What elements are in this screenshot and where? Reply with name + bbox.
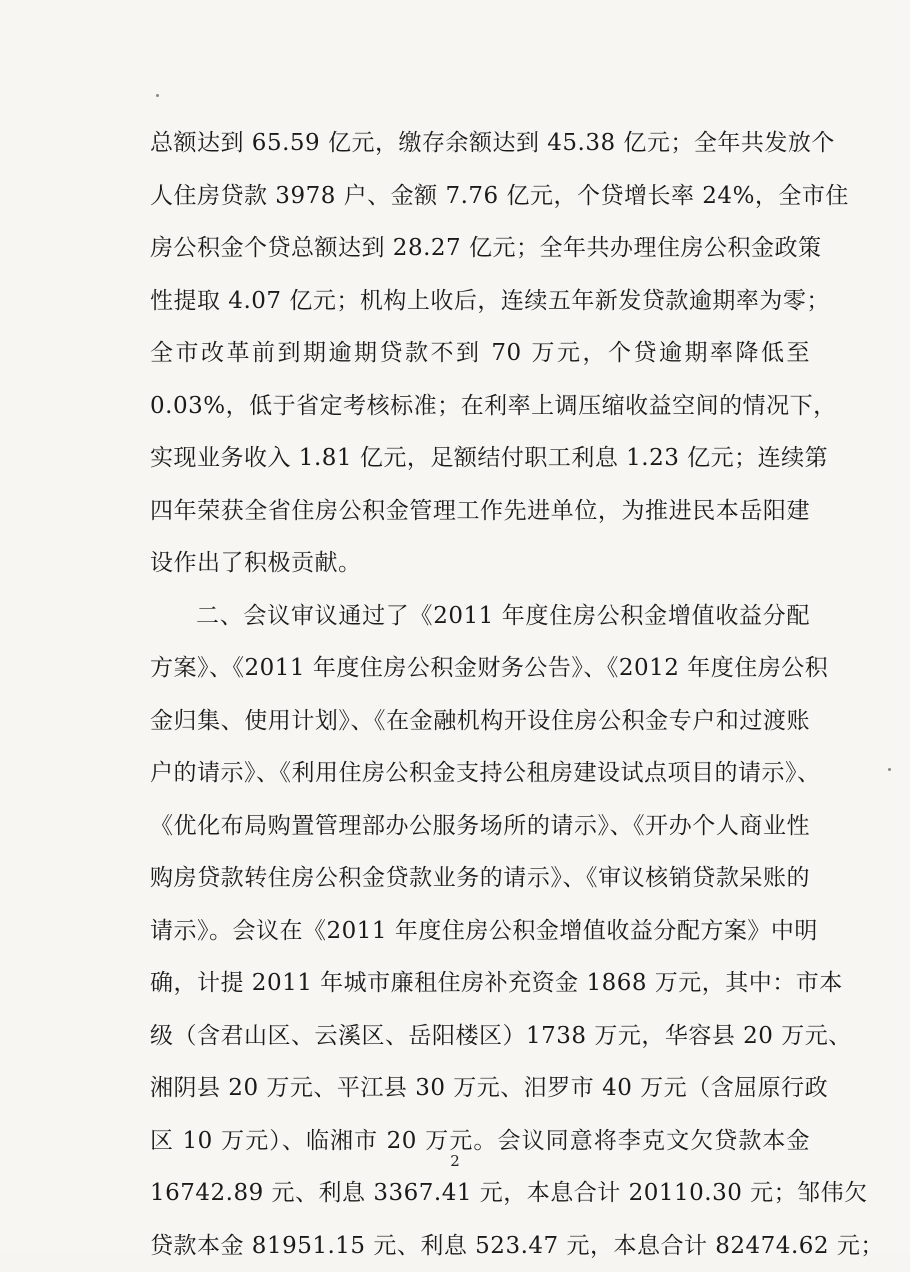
text-line: 16742.89 元、利息 3367.41 元，本息合计 20110.30 元；邹伟欠 [150, 1167, 810, 1220]
page-number: 2 [0, 1152, 910, 1170]
scan-speck [888, 768, 891, 771]
text-line: 湘阴县 20 万元、平江县 30 万元、汨罗市 40 万元（含屈原行政 [150, 1062, 810, 1115]
text-line: 户的请示》、《利用住房公积金支持公租房建设试点项目的请示》、 [150, 747, 810, 800]
scan-speck [156, 94, 159, 97]
document-body [150, 117, 810, 1272]
text-line: 级（含君山区、云溪区、岳阳楼区）1738 万元，华容县 20 万元、 [150, 1010, 810, 1063]
text-line: 全市改革前到期逾期贷款不到 70 万元，个贷逾期率降低至 [150, 327, 810, 380]
paragraph-start-line: 二、会议审议通过了《2011 年度住房公积金增值收益分配 [150, 590, 810, 643]
text-line: 《优化布局购置管理部办公服务场所的请示》、《开办个人商业性 [150, 800, 810, 853]
paragraph-end-line: 设作出了积极贡献。 [150, 537, 810, 590]
text-line: 区 10 万元）、临湘市 20 万元。会议同意将李克文欠贷款本金 [150, 1115, 810, 1168]
text-line: 四年荣获全省住房公积金管理工作先进单位，为推进民本岳阳建 [150, 485, 810, 538]
text-line: 实现业务收入 1.81 亿元，足额结付职工利息 1.23 亿元；连续第 [150, 432, 810, 485]
text-line: 性提取 4.07 亿元；机构上收后，连续五年新发贷款逾期率为零； [150, 275, 810, 328]
text-line: 房公积金个贷总额达到 28.27 亿元；全年共办理住房公积金政策 [150, 222, 810, 275]
text-line: 金归集、使用计划》、《在金融机构开设住房公积金专户和过渡账 [150, 695, 810, 748]
text-line: 请示》。会议在《2011 年度住房公积金增值收益分配方案》中明 [150, 905, 810, 958]
text-line: 总额达到 65.59 亿元，缴存余额达到 45.38 亿元；全年共发放个 [150, 117, 810, 170]
text-line: 贷款本金 81951.15 元、利息 523.47 元，本息合计 82474.62 元； [150, 1220, 810, 1272]
text-line: 0.03%，低于省定考核标准；在利率上调压缩收益空间的情况下， [150, 380, 810, 433]
text-line: 人住房贷款 3978 户、金额 7.76 亿元，个贷增长率 24%，全市住 [150, 170, 810, 223]
text-line: 确，计提 2011 年城市廉租住房补充资金 1868 万元，其中：市本 [150, 957, 810, 1010]
text-line: 购房贷款转住房公积金贷款业务的请示》、《审议核销贷款呆账的 [150, 852, 810, 905]
text-line: 方案》、《2011 年度住房公积金财务公告》、《2012 年度住房公积 [150, 642, 810, 695]
